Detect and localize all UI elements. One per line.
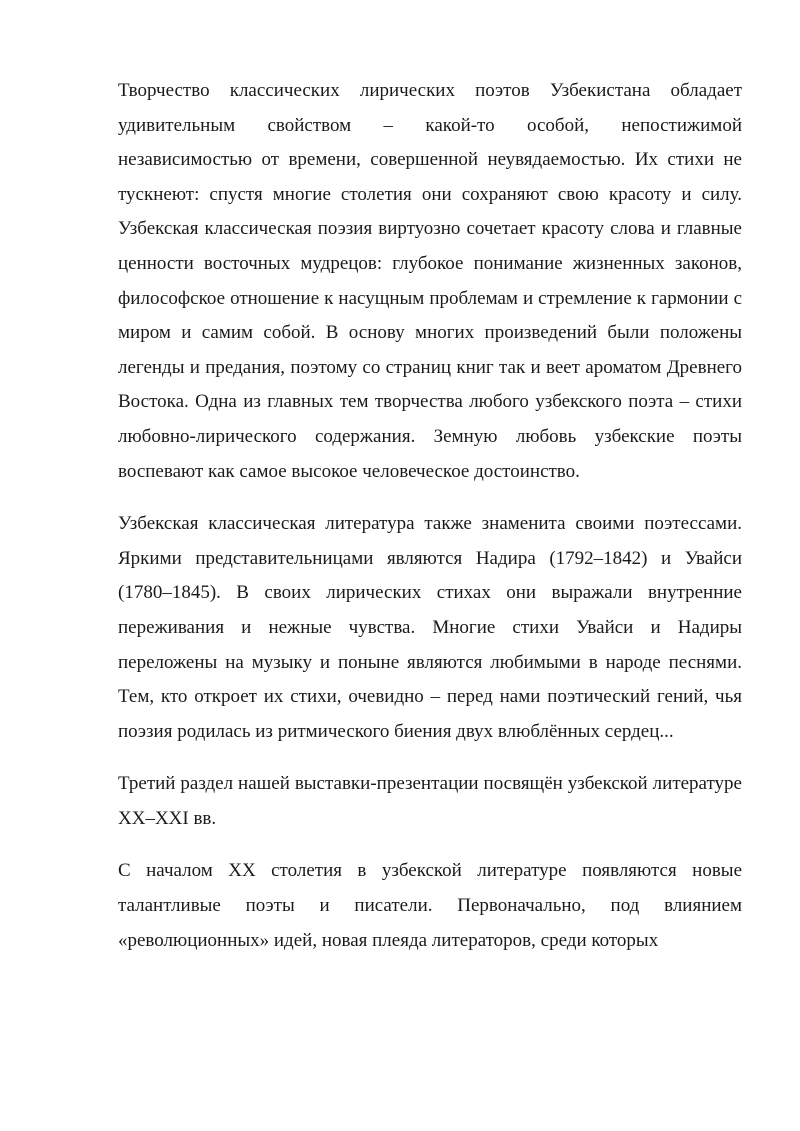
paragraph-third-section: Третий раздел нашей выставки-презентации посвящён узбекской литературе XX–XXI вв.	[118, 773, 742, 829]
document-body	[118, 74, 742, 976]
paragraph-twentieth-century: С началом XX столетия в узбекской литературе появляются новые талантливые поэты и писатели. Первоначально, под влиянием «революционных» идей, новая плеяда литераторов, среди которых	[118, 860, 742, 951]
paragraph-poetesses: Узбекская классическая литература также знаменита своими поэтессами. Яркими представительницами являются Надира (1792–1842) и Увайси (1780–1845). В своих лирических стихах они выражали внутренние переживания и нежные чувства. Многие стихи Увайси и Надиры переложены на музыку и поныне являются любимыми в народе песнями. Тем, кто откроет их стихи, очевидно – перед нами поэтический гений, чья поэзия родилась из ритмического биения двух влюблённых сердец...	[118, 513, 742, 742]
paragraph-classical-poetry: Творчество классических лирических поэтов Узбекистана обладает удивительным свойством – какой-то особой, непостижимой независимостью от времени, совершенной неувядаемостью. Их стихи не тускнеют: спустя многие столетия они сохраняют свою красоту и силу. Узбекская классическая поэзия виртуозно сочетает красоту слова и главные ценности восточных мудрецов: глубокое понимание жизненных законов, философское отношение к насущным проблемам и стремление к гармонии с миром и самим собой. В основу многих произведений были положены легенды и предания, поэтому со страниц книг так и веет ароматом Древнего Востока. Одна из главных тем творчества любого узбекского поэта – стихи любовно-лирического содержания. Земную любовь узбекские поэты воспевают как самое высокое человеческое достоинство.	[118, 80, 742, 482]
